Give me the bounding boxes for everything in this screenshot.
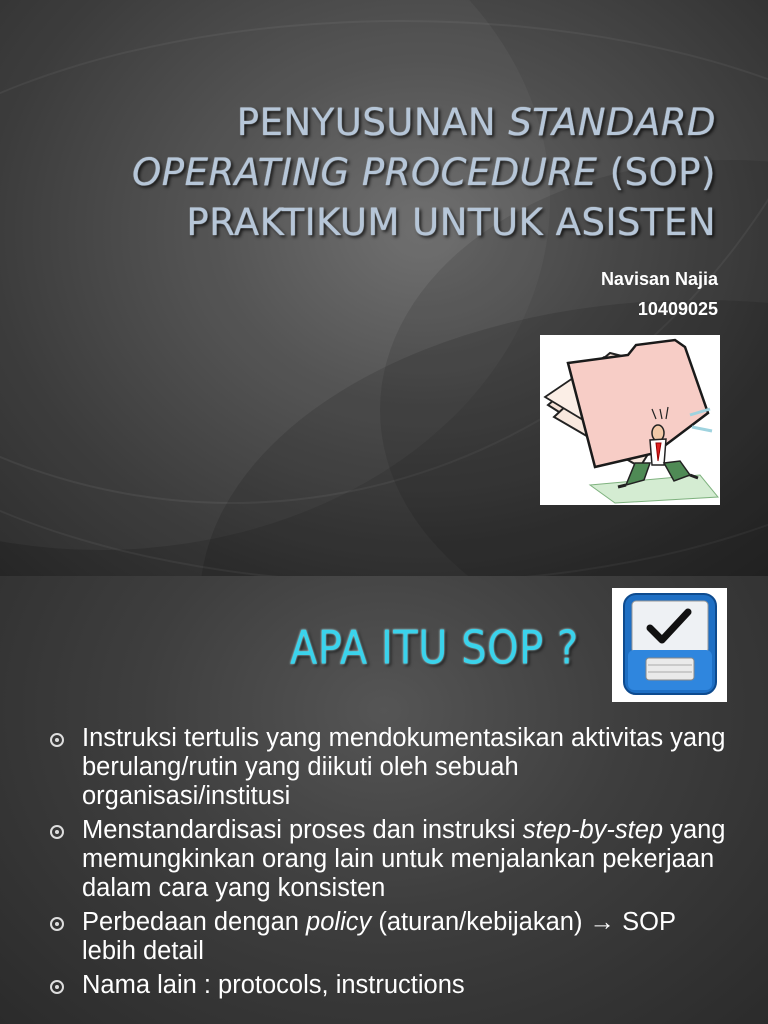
author-id: 10409025 bbox=[637, 299, 718, 319]
bullet-circle-icon bbox=[50, 917, 64, 931]
author-block bbox=[601, 264, 718, 324]
title-part-1: PENYUSUNAN bbox=[236, 101, 509, 144]
folder-clipart-image bbox=[540, 335, 720, 505]
bullet-circle-icon bbox=[50, 825, 64, 839]
bullet-text: Instruksi tertulis yang mendokumentasikan aktivitas yang berulang/rutin yang diikuti oleh sebuah organisasi/institusi bbox=[82, 724, 726, 810]
bullet-text: Nama lain : protocols, instructions bbox=[82, 971, 465, 999]
background-swoosh bbox=[0, 0, 550, 550]
folder-carrier-icon bbox=[540, 335, 720, 505]
bullet-list bbox=[48, 724, 728, 1005]
bullet-text-italic: step-by-step bbox=[522, 816, 664, 844]
bullet-item bbox=[48, 971, 728, 1000]
slide-title bbox=[96, 98, 716, 248]
title-part-3: (SOP) PRAKTIKUM UNTUK ASISTEN bbox=[186, 151, 716, 244]
content-slide bbox=[0, 576, 768, 1024]
bullet-item bbox=[48, 816, 728, 903]
bullet-text: (aturan/kebijakan) → SOP lebih detail bbox=[82, 908, 676, 965]
title-part-2-italic: STANDARD OPERATING PROCEDURE bbox=[132, 101, 716, 194]
bullet-text: Menstandardisasi proses dan instruksi bbox=[82, 816, 523, 844]
bullet-text: yang memungkinkan orang lain untuk menjalankan pekerjaan dalam cara yang konsisten bbox=[82, 816, 726, 902]
checkbox-tray-icon bbox=[612, 588, 727, 702]
bullet-item bbox=[48, 908, 728, 966]
slide-title: APA ITU SOP ? bbox=[290, 622, 579, 675]
bullet-text: Perbedaan dengan bbox=[82, 908, 307, 936]
checkbox-tray-image bbox=[612, 588, 727, 702]
author-name: Navisan Najia bbox=[600, 269, 718, 289]
bullet-text-italic: policy bbox=[306, 908, 372, 936]
bullet-circle-icon bbox=[50, 733, 64, 747]
bullet-circle-icon bbox=[50, 980, 64, 994]
bullet-item bbox=[48, 724, 728, 811]
